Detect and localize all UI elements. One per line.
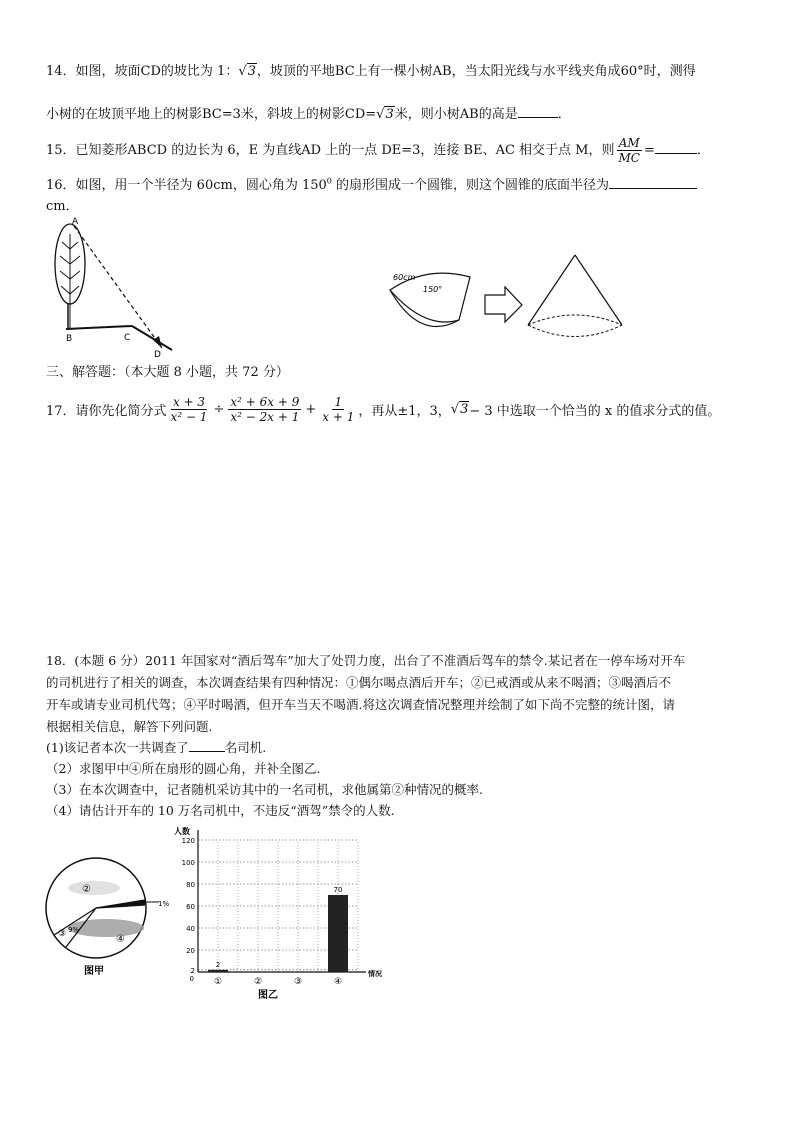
- cone-left: [528, 255, 575, 325]
- bar-chart: [160, 822, 382, 1001]
- q16-line1: [46, 174, 697, 193]
- pie-pct-1: 1%: [158, 900, 170, 908]
- q18-p1: 18．(本题 6 分）2011 年国家对“酒后驾车”加大了处罚力度，出台了不准酒后驾车的禁令.某记者在一停车场对开车: [46, 653, 686, 668]
- q17-frac-1: $\frac{x + 3}{\text{x² − 1}}$: [170, 395, 208, 424]
- sector-radius-label: 60cm: [393, 273, 416, 282]
- q17-frac-3: $\frac{1}{x + 1}$: [322, 395, 355, 424]
- pie-label-2: ②: [82, 884, 91, 895]
- q17-line: [46, 395, 720, 424]
- x-tick-label: ①: [213, 977, 223, 987]
- q14-text-a: 14．如图，坡面CD的坡比为 1：: [46, 64, 239, 79]
- sector-cone-figure: [385, 250, 625, 350]
- q18-sub4: （4）请估计开车的 10 万名司机中，不违反“酒驾”禁令的人数.: [46, 803, 395, 818]
- slope-cd: [132, 326, 172, 350]
- q18-p2: 的司机进行了相关的调查，本次调查结果有四种情况：①偶尔喝点酒后开车；②已戒酒或从来不喝酒；③喝酒后不: [46, 675, 672, 690]
- x-tick-label: ③: [293, 977, 303, 987]
- tree-leaves: [60, 234, 80, 329]
- label-c: C: [124, 333, 131, 343]
- q18-sub1-a: (1)该记者本次一共调查了: [46, 740, 189, 755]
- q14-sqrt: √3: [238, 64, 256, 79]
- q16-answer-blank[interactable]: [609, 176, 697, 189]
- q14-line1: [46, 60, 696, 79]
- q17-plus: +: [305, 402, 317, 417]
- bar: [328, 895, 348, 972]
- y-axis-label: 人数: [174, 827, 190, 836]
- pie-pct-3: 9%: [68, 926, 80, 934]
- label-b: B: [66, 334, 73, 344]
- label-a: A: [72, 217, 79, 227]
- q16-text-b: 的扇形围成一个圆锥，则这个圆锥的底面半径为: [331, 178, 610, 193]
- q14-answer-blank[interactable]: [518, 105, 558, 118]
- x-axis-label: 情况: [368, 970, 382, 978]
- q15-fraction: $\frac{AM}{MC}$: [618, 136, 640, 165]
- q15-eq: =: [643, 143, 655, 158]
- q17-div: ÷: [213, 402, 225, 417]
- sun-ray: [74, 226, 162, 348]
- right-arrow-icon: [485, 287, 522, 322]
- sector-arc: [390, 290, 459, 327]
- y-tick-label: 60: [186, 903, 195, 911]
- q14-end: ．: [557, 107, 571, 122]
- q16-text-a: 16．如图，用一个半径为 60cm，圆心角为 150: [46, 178, 327, 193]
- pie-label-3: ③: [58, 929, 67, 939]
- q14-line2: [46, 103, 571, 122]
- y-tick-label: 40: [186, 925, 195, 933]
- q17-tail-a: ，再从±1，3，: [358, 404, 451, 419]
- q15-end: ．: [696, 143, 710, 158]
- q18-sub2: （2）求图甲中④所在扇形的圆心角，并补全图乙.: [46, 761, 321, 776]
- pie-caption: 图甲: [84, 966, 104, 977]
- q14-line2-a: 小树的在坡顶平地上的树影BC=3米，斜坡上的树影CD=: [46, 107, 377, 122]
- q14-sqrt2: √3: [376, 107, 394, 122]
- ray-arrowhead: [153, 336, 162, 348]
- y-tick-label: 100: [181, 859, 195, 867]
- q17-frac-2: $\frac{\text{x² + 6x + 9}}{\text{x² − 2x + 1}}$: [230, 395, 300, 424]
- pie-label-4: ④: [116, 934, 125, 945]
- q17-lead: 17．请你先化简分式: [46, 404, 167, 419]
- q15-text-a: 15．已知菱形ABCD 的边长为 6，E 为直线AD 上的一点 DE=3，连接 BE、AC 相交于点 M，则: [46, 143, 615, 158]
- pie-texture: [68, 919, 144, 937]
- x-tick-label: ②: [253, 977, 263, 987]
- y-tick-label: 120: [181, 837, 195, 845]
- sector-angle-label: 150°: [423, 285, 443, 294]
- cone-base-front: [528, 325, 622, 337]
- ground-bc: [66, 326, 132, 329]
- y-tick-label: 2: [190, 966, 195, 975]
- cone-base-back: [528, 315, 622, 325]
- q17-tail-b: − 3 中选取一个恰当的 x 的值求分式的值。: [469, 404, 721, 419]
- q17-sqrt: √3: [450, 402, 469, 417]
- q18-sub3: （3）在本次调查中，记者随机采访其中的一名司机，求他属第②种情况的概率.: [46, 782, 483, 797]
- q15-answer-blank[interactable]: [655, 141, 697, 154]
- x-tick-label: ④: [333, 977, 343, 987]
- tree-slope-figure: [50, 214, 180, 359]
- q18-p3: 开车或请专业司机代驾；④平时喝酒，但开车当天不喝酒.将这次调查情况整理并绘制了如下尚不完整的统计图，请: [46, 697, 675, 712]
- origin-label: 0: [189, 975, 194, 983]
- bar-chart-caption: 图乙: [258, 990, 278, 1001]
- q16-line2: cm．: [46, 199, 79, 214]
- q14-line2-b: 米，则小树AB的高是: [394, 107, 518, 122]
- label-d: D: [154, 350, 161, 360]
- q18-sub1-b: 名司机.: [224, 740, 267, 755]
- section-heading: 三、解答题：（本大题 8 小题，共 72 分）: [46, 365, 289, 380]
- bar-data-label: 2: [215, 960, 221, 969]
- q18-sub1: [46, 738, 266, 756]
- q14-text-b: ，坡顶的平地BC上有一棵小树AB，当太阳光线与水平线夹角成60°时，测得: [256, 64, 696, 79]
- cone-right: [575, 255, 622, 325]
- y-tick-label: 80: [186, 881, 195, 889]
- q18-p4: 根据相关信息，解答下列问题.: [46, 719, 213, 734]
- q18-count-blank[interactable]: [189, 739, 225, 752]
- y-tick-label: 20: [186, 947, 195, 955]
- q15-line: [46, 136, 710, 165]
- pie-texture-2: [68, 881, 120, 895]
- bar-data-label: 70: [333, 886, 343, 894]
- bar: [208, 970, 228, 972]
- q16-sup: 0: [326, 176, 332, 186]
